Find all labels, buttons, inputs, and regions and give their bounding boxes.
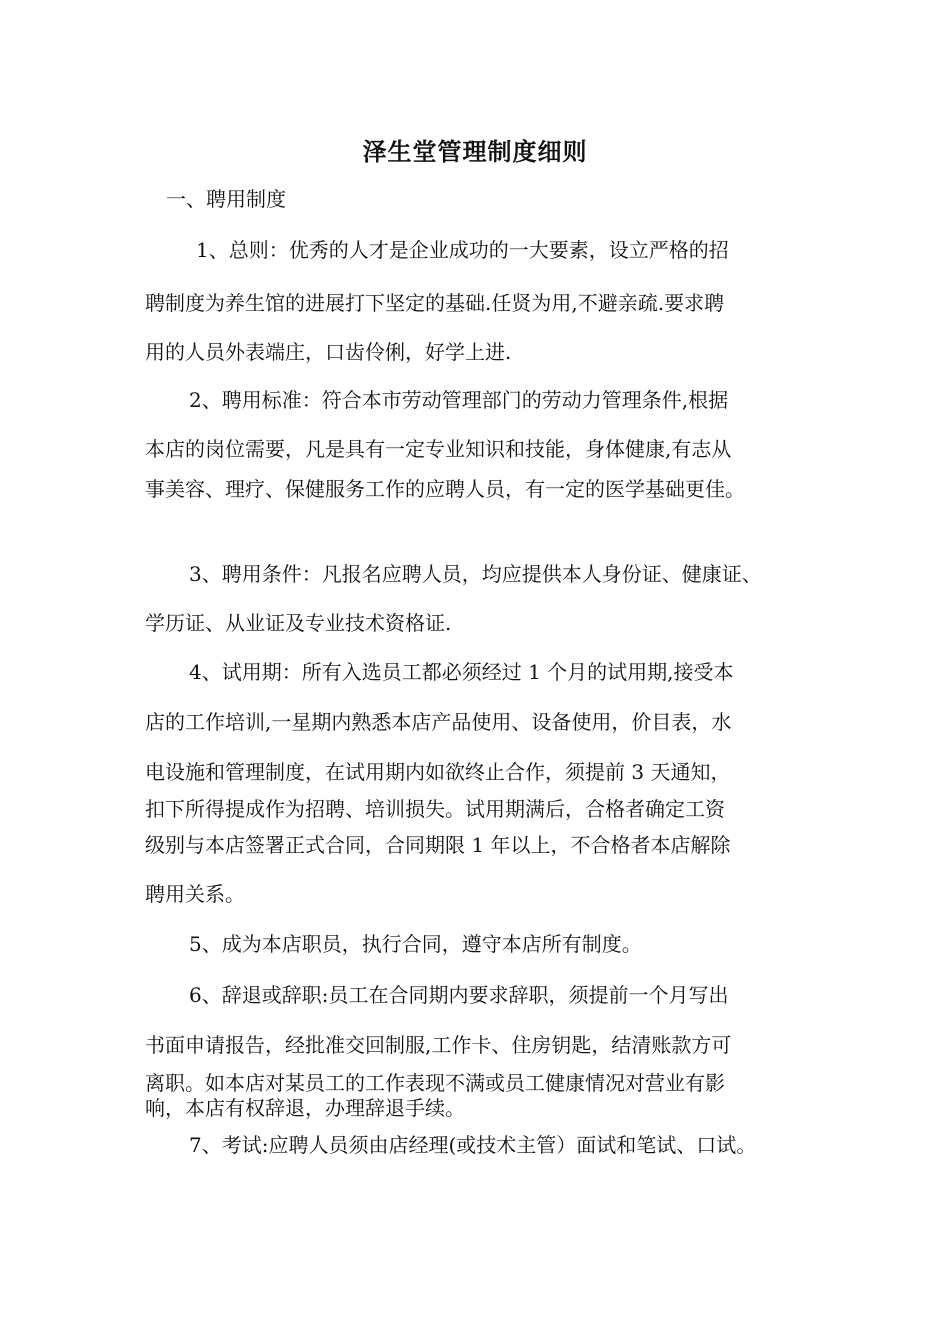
- paragraph-line: 用的人员外表端庄，口齿伶俐，好学上进.: [145, 340, 512, 364]
- paragraph-line: 5、成为本店职员，执行合同，遵守本店所有制度。: [189, 932, 642, 956]
- paragraph-line: 4、试用期：所有入选员工都必须经过 1 个月的试用期,接受本: [189, 660, 734, 684]
- paragraph-line: 响，本店有权辞退，办理辞退手续。: [145, 1096, 465, 1120]
- paragraph-line: 2、聘用标准：符合本市劳动管理部门的劳动力管理条件,根据: [189, 388, 729, 412]
- paragraph-line: 书面申请报告，经批准交回制服,工作卡、住房钥匙，结清账款方可: [145, 1033, 732, 1057]
- paragraph-line: 扣下所得提成作为招聘、培训损失。试用期满后，合格者确定工资: [145, 797, 725, 821]
- paragraph-line: 聘用关系。: [145, 882, 245, 906]
- paragraph-line: 事美容、理疗、保健服务工作的应聘人员，有一定的医学基础更佳。: [145, 477, 745, 501]
- paragraph-line: 6、辞退或辞职:员工在合同期内要求辞职，须提前一个月写出: [189, 983, 729, 1007]
- document-title: 泽生堂管理制度细则: [362, 137, 588, 166]
- paragraph-line: 学历证、从业证及专业技术资格证.: [145, 611, 452, 635]
- paragraph-line: 本店的岗位需要，凡是具有一定专业知识和技能，身体健康,有志从: [145, 437, 732, 461]
- paragraph-line: 7、考试:应聘人员须由店经理(或技术主管）面试和笔试、口试。: [189, 1133, 757, 1157]
- paragraph-line: 离职。如本店对某员工的工作表现不满或员工健康情况对营业有影: [145, 1071, 725, 1095]
- paragraph-line: 电设施和管理制度，在试用期内如欲终止合作，须提前 3 天通知，: [145, 760, 731, 784]
- paragraph-line: 聘制度为养生馆的进展打下坚定的基础.任贤为用,不避亲疏.要求聘: [145, 291, 725, 315]
- paragraph-line: 3、聘用条件：凡报名应聘人员，均应提供本人身份证、健康证、: [189, 562, 762, 586]
- paragraph-line: 1、总则：优秀的人才是企业成功的一大要素，设立严格的招: [196, 238, 729, 262]
- section-heading: 一、聘用制度: [166, 187, 286, 211]
- paragraph-line: 级别与本店签署正式合同，合同期限 1 年以上，不合格者本店解除: [145, 833, 731, 857]
- paragraph-line: 店的工作培训,一星期内熟悉本店产品使用、设备使用，价目表，水: [145, 710, 732, 734]
